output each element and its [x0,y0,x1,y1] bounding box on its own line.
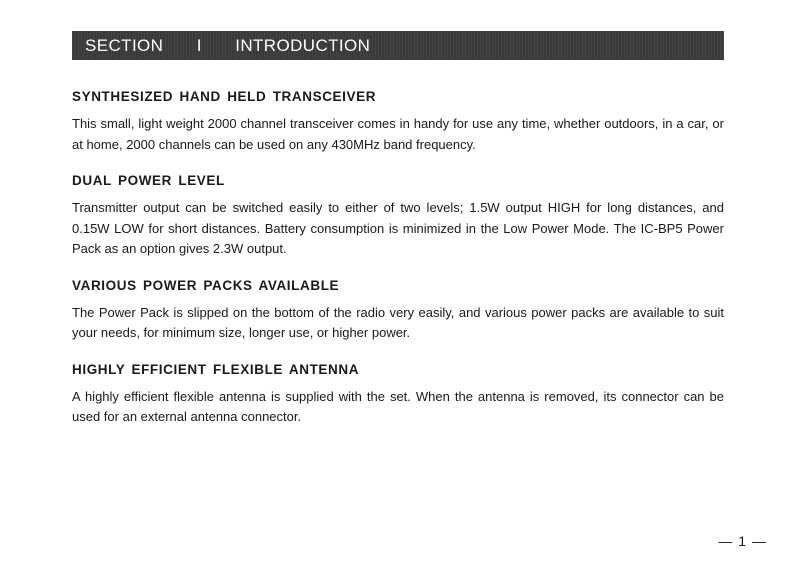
document-body [72,88,724,428]
section-title: SECTION I INTRODUCTION [85,35,371,55]
feature-heading: DUAL POWER LEVEL [72,173,225,188]
feature-paragraph: Transmitter output can be switched easily to either of two levels; 1.5W output HIGH for long distances, and 0.15W LOW for short distances. Battery consumption is minimized in the Low Power Mode. The IC-BP5 Power Pack as an option gives 2.3W output. [72,200,724,256]
feature-heading: SYNTHESIZED HAND HELD TRANSCEIVER [72,89,377,104]
feature-block-power-packs [72,277,724,344]
feature-heading: VARIOUS POWER PACKS AVAILABLE [72,277,340,293]
page-number: — 1 — [718,533,767,549]
feature-block-dual-power [72,172,724,260]
feature-heading: HIGHLY EFFICIENT FLEXIBLE ANTENNA [72,361,360,377]
feature-paragraph: The Power Pack is slipped on the bottom of the radio very easily, and various power packs are available to suit your needs, for minimum size, longer use, or higher power. [72,304,724,340]
feature-block-synthesized [72,88,724,155]
feature-paragraph: A highly efficient flexible antenna is supplied with the set. When the antenna is removed, its connector can be used for an external antenna connector. [72,388,724,424]
feature-paragraph: This small, light weight 2000 channel transceiver comes in handy for use any time, whether outdoors, in a car, or at home, 2000 channels can be used on any 430MHz band frequency. [72,116,724,152]
feature-block-antenna [72,361,724,428]
section-banner [72,31,724,60]
